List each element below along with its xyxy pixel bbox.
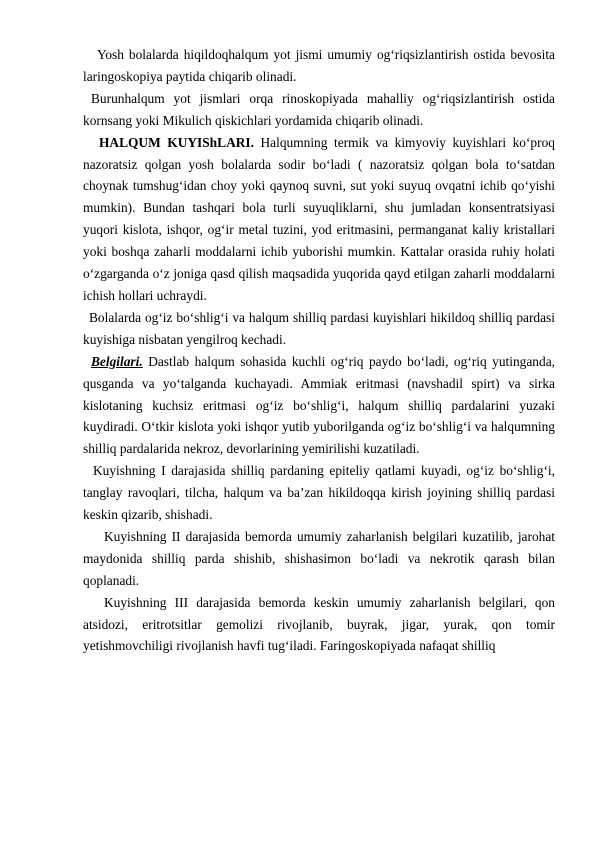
paragraph-symptoms bbox=[83, 351, 555, 461]
paragraph-foreign-body-nasopharynx bbox=[83, 88, 555, 132]
paragraph-burn-degree-2 bbox=[83, 526, 555, 592]
paragraph-text: Kuyishning II darajasida bemorda umumiy zaharlanish belgilari kuzatilib, jarohat maydonida shilliq parda shishib, shishasimon bo‘ladi va nekrotik qarash bilan qoplanadi. bbox=[83, 528, 555, 588]
paragraph-burn-degree-3 bbox=[83, 592, 555, 658]
paragraph-text: Kuyishning III darajasida bemorda keskin umumiy zaharlanish belgilari, qon atsidozi, eritrotsitlar gemolizi rivojlanib, buyrak, jigar, yurak, qon tomir yetishmovchiligi rivojlanish havfi tug‘iladi. Faringoskopiyada nafaqat shilliq bbox=[83, 594, 555, 654]
section-heading-symptoms: Belgilari. bbox=[91, 353, 143, 369]
paragraph-text: Bolalarda og‘iz bo‘shlig‘i va halqum shilliq pardasi kuyishlari hikildoq shilliq pardasi kuyishiga nisbatan yengilroq kechadi. bbox=[83, 309, 555, 347]
paragraph-pharynx-burns bbox=[83, 132, 555, 307]
section-heading: HALQUM KUYIShLARI. bbox=[99, 134, 254, 150]
paragraph-text: Kuyishning I darajasida shilliq pardaning epiteliy qatlami kuyadi, og‘iz bo‘shlig‘i, tanglay ravoqlari, tilcha, halqum va ba’zan hikildoqqa kirish joyining shilliq pardasi keskin qizarib, shishadi. bbox=[83, 463, 555, 523]
document-body bbox=[83, 44, 555, 657]
paragraph-text: Burunhalqum yot jismlari orqa rinoskopiyada mahalliy og‘riqsizlantirish ostida kornsang yoki Mikulich qiskichlari yordamida chiqarib olinadi. bbox=[83, 90, 555, 128]
paragraph-text: Halqumning termik va kimyoviy kuyishlari ko‘proq nazoratsiz qolgan yosh bolalarda sodir bo‘ladi ( nazoratsiz qolgan bola to‘satdan choynak tumshug‘idan choy yoki qaynoq suvni, sut yoki suyuq ovqatni ichib qo‘yishi mumkin). Bundan tashqari bola turli suyuqliklarni, shu jumladan konsentratsiyasi yuqori kislota, ishqor, og‘ir metal tuzini, yod eritmasini, permanganat kaliy kristallari yoki boshqa zaharli moddalarni ichib yuborishi mumkin. Kattalar orasida ruhiy holati o‘zgarganda o‘z joniga qasd qilish maqsadida yuqorida qayd etilgan zaharli moddalarni ichish hollari uchraydi. bbox=[83, 134, 555, 303]
paragraph-burn-degree-1 bbox=[83, 460, 555, 526]
paragraph-children-burns bbox=[83, 307, 555, 351]
paragraph-foreign-body-larynx bbox=[83, 44, 555, 88]
paragraph-text: Dastlab halqum sohasida kuchli og‘riq paydo bo‘ladi, og‘riq yutinganda, qusganda va yo‘talganda kuchayadi. Ammiak eritmasi (navshadil spirt) va sirka kislotaning kuchsiz eritmasi og‘iz bo‘shlig‘i, halqum shilliq pardalarini yuzaki kuydiradi. O‘tkir kislota yoki ishqor yutib yuborilganda og‘iz bo‘shlig‘i va halqumning shilliq pardalarida nekroz, devorlarining yemirilishi kuzatiladi. bbox=[83, 353, 555, 457]
paragraph-text: Yosh bolalarda hiqildoqhalqum yot jismi umumiy og‘riqsizlantirish ostida bevosita laringoskopiya paytida chiqarib olinadi. bbox=[83, 47, 555, 84]
